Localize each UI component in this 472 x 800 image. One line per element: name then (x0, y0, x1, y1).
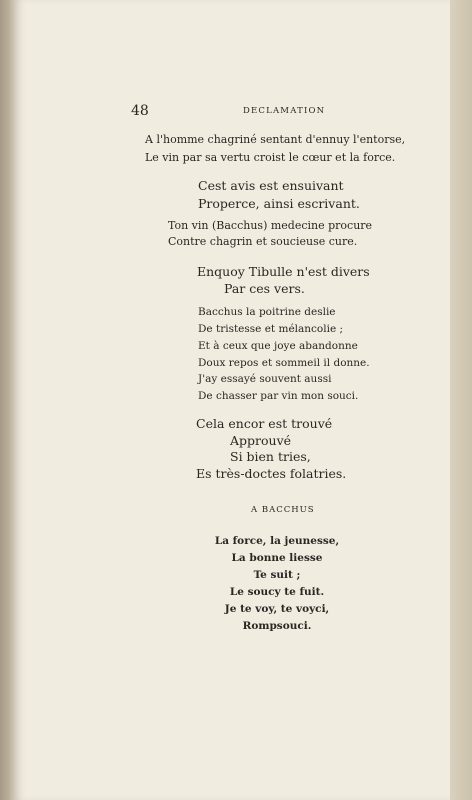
verse-line: De tristesse et mélancolie ; (198, 323, 344, 335)
poem-line: Rompsouci. (242, 620, 312, 632)
page-edge (450, 0, 472, 800)
running-head: DECLAMATION (243, 106, 326, 116)
poem-line: La force, la jeunesse, (214, 535, 340, 547)
book-spine (0, 0, 14, 800)
transition-line: Es très-doctes folatries. (196, 466, 347, 481)
poem-line: Je te voy, te voyci, (224, 603, 330, 615)
quote-line: Contre chagrin et soucieuse cure. (168, 235, 358, 248)
verse-line: Et à ceux que joye abandonne (198, 340, 358, 352)
poem-title: A BACCHUS (251, 505, 315, 515)
poem-line: Te suit ; (253, 569, 301, 581)
verse-line: De chasser par vin mon souci. (198, 390, 359, 402)
transition-line: Si bien tries, (230, 449, 311, 464)
transition-line: Approuvé (230, 433, 292, 448)
transition-line: Cela encor est trouvé (196, 416, 333, 431)
prose-line: Le vin par sa vertu croist le cœur et la force. (145, 151, 396, 164)
verse-line: J'ay essayé souvent aussi (198, 373, 332, 385)
transition-line: Properce, ainsi escrivant. (198, 196, 360, 211)
poem-line: La bonne liesse (231, 552, 323, 564)
verse-line: Bacchus la poitrine deslie (198, 306, 336, 318)
book-page (14, 0, 450, 800)
poem-line: Le soucy te fuit. (229, 586, 325, 598)
transition-line: Enquoy Tibulle n'est divers (197, 264, 370, 279)
quote-line: Ton vin (Bacchus) medecine procure (168, 219, 373, 232)
transition-line: Cest avis est ensuivant (198, 178, 344, 193)
verse-line: Doux repos et sommeil il donne. (198, 357, 370, 369)
transition-line: Par ces vers. (224, 281, 305, 296)
page-number: 48 (131, 103, 149, 119)
prose-line: A l'homme chagriné sentant d'ennuy l'entorse, (145, 133, 406, 146)
